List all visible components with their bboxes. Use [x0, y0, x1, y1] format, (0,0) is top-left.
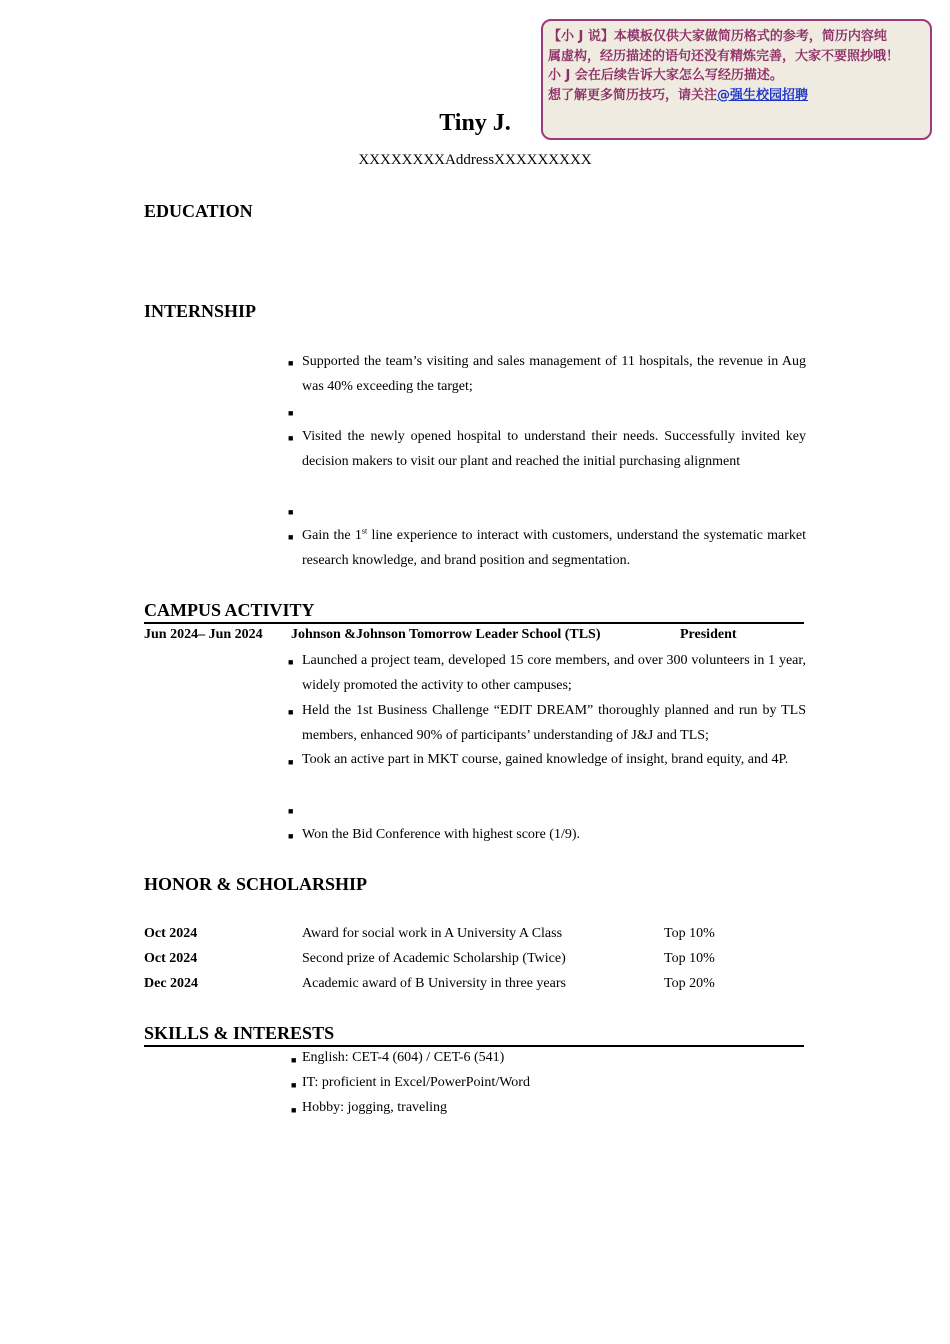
bullet-icon: ■ [288, 831, 294, 841]
callout-line-3: 小 J 会在后续告诉大家怎么写经历描述。 [548, 68, 783, 83]
section-title-campus: CAMPUS ACTIVITY [144, 600, 315, 620]
internship-bullet-1: Supported the team’s visiting and sales management of 11 hospitals, the revenue in Aug was 40% exceeding the target; [302, 354, 806, 394]
candidate-name: Tiny J. [439, 110, 511, 136]
honor-description: Second prize of Academic Scholarship (Twice) [302, 951, 566, 966]
callout-line-1: 【小 J 说】本模板仅供大家做简历格式的参考，简历内容纯 [548, 29, 887, 44]
callout-line-2: 属虚构，经历描述的语句还没有精炼完善，大家不要照抄哦！ [548, 48, 900, 64]
section-title-honor: HONOR & SCHOLARSHIP [144, 874, 368, 894]
bullet-icon: ■ [291, 1105, 297, 1115]
campus-bullet-5: Won the Bid Conference with highest score (1/9). [302, 827, 581, 842]
campus-bullet-2: Held the 1st Business Challenge “EDIT DREAM” thoroughly planned and run by TLS members, enhanced 90% of participants’ understanding of J&J and TLS; [302, 703, 806, 743]
section-title-skills: SKILLS & INTERESTS [144, 1023, 335, 1043]
bullet-icon: ■ [288, 806, 294, 816]
honor-rank: Top 10% [664, 926, 715, 941]
bullet-icon: ■ [288, 507, 294, 517]
honor-rank: Top 20% [664, 976, 715, 991]
honor-description: Award for social work in A University A Class [302, 926, 563, 941]
internship-bullet-3: Visited the newly opened hospital to understand their needs. Successfully invited key decision makers to visit our plant and reached the initial purchasing alignment [302, 429, 806, 469]
section-title-internship: INTERNSHIP [144, 301, 257, 321]
honor-date: Oct 2024 [144, 926, 198, 941]
honor-date: Dec 2024 [144, 976, 199, 991]
honor-rank: Top 10% [664, 951, 715, 966]
bullet-icon: ■ [291, 1080, 297, 1090]
campus-organization: Johnson &Johnson Tomorrow Leader School (TLS) [291, 627, 601, 642]
bullet-icon: ■ [288, 358, 294, 368]
bullet-icon: ■ [288, 408, 294, 418]
candidate-address: XXXXXXXXAddressXXXXXXXXX [358, 152, 592, 168]
campus-date: Jun 2024– Jun 2024 [144, 627, 263, 642]
honor-description: Academic award of B University in three years [302, 976, 566, 991]
skill-item: IT: proficient in Excel/PowerPoint/Word [302, 1075, 530, 1090]
skill-item: Hobby: jogging, traveling [302, 1100, 448, 1115]
internship-bullet-5-sup: st [361, 526, 368, 536]
campus-bullet-1: Launched a project team, developed 15 core members, and over 300 volunteers in 1 year, widely promoted the activity to other campuses; [302, 653, 806, 693]
internship-bullet-5-b: line experience to interact with customers, understand the systematic market research knowledge, and brand position and segmentation. [302, 528, 806, 568]
callout-follow-link[interactable]: @强生校园招聘 [717, 87, 809, 103]
bullet-icon: ■ [288, 532, 294, 542]
honor-date: Oct 2024 [144, 951, 198, 966]
callout-line-4 [548, 86, 930, 106]
skill-item: English: CET-4 (604) / CET-6 (541) [302, 1050, 505, 1065]
campus-bullet-3: Took an active part in MKT course, gained knowledge of insight, brand equity, and 4P. [302, 752, 789, 767]
internship-bullet-5-a: Gain the 1 [302, 528, 362, 543]
bullet-icon: ■ [288, 657, 294, 667]
campus-role: President [680, 627, 737, 642]
section-title-education: EDUCATION [144, 201, 253, 221]
bullet-icon: ■ [288, 433, 294, 443]
bullet-icon: ■ [291, 1055, 297, 1065]
section-divider [144, 622, 804, 624]
bullet-icon: ■ [288, 707, 294, 717]
internship-bullet-5 [302, 523, 806, 573]
callout-follow-text: 想了解更多简历技巧，请关注 [548, 87, 718, 103]
bullet-icon: ■ [288, 757, 294, 767]
